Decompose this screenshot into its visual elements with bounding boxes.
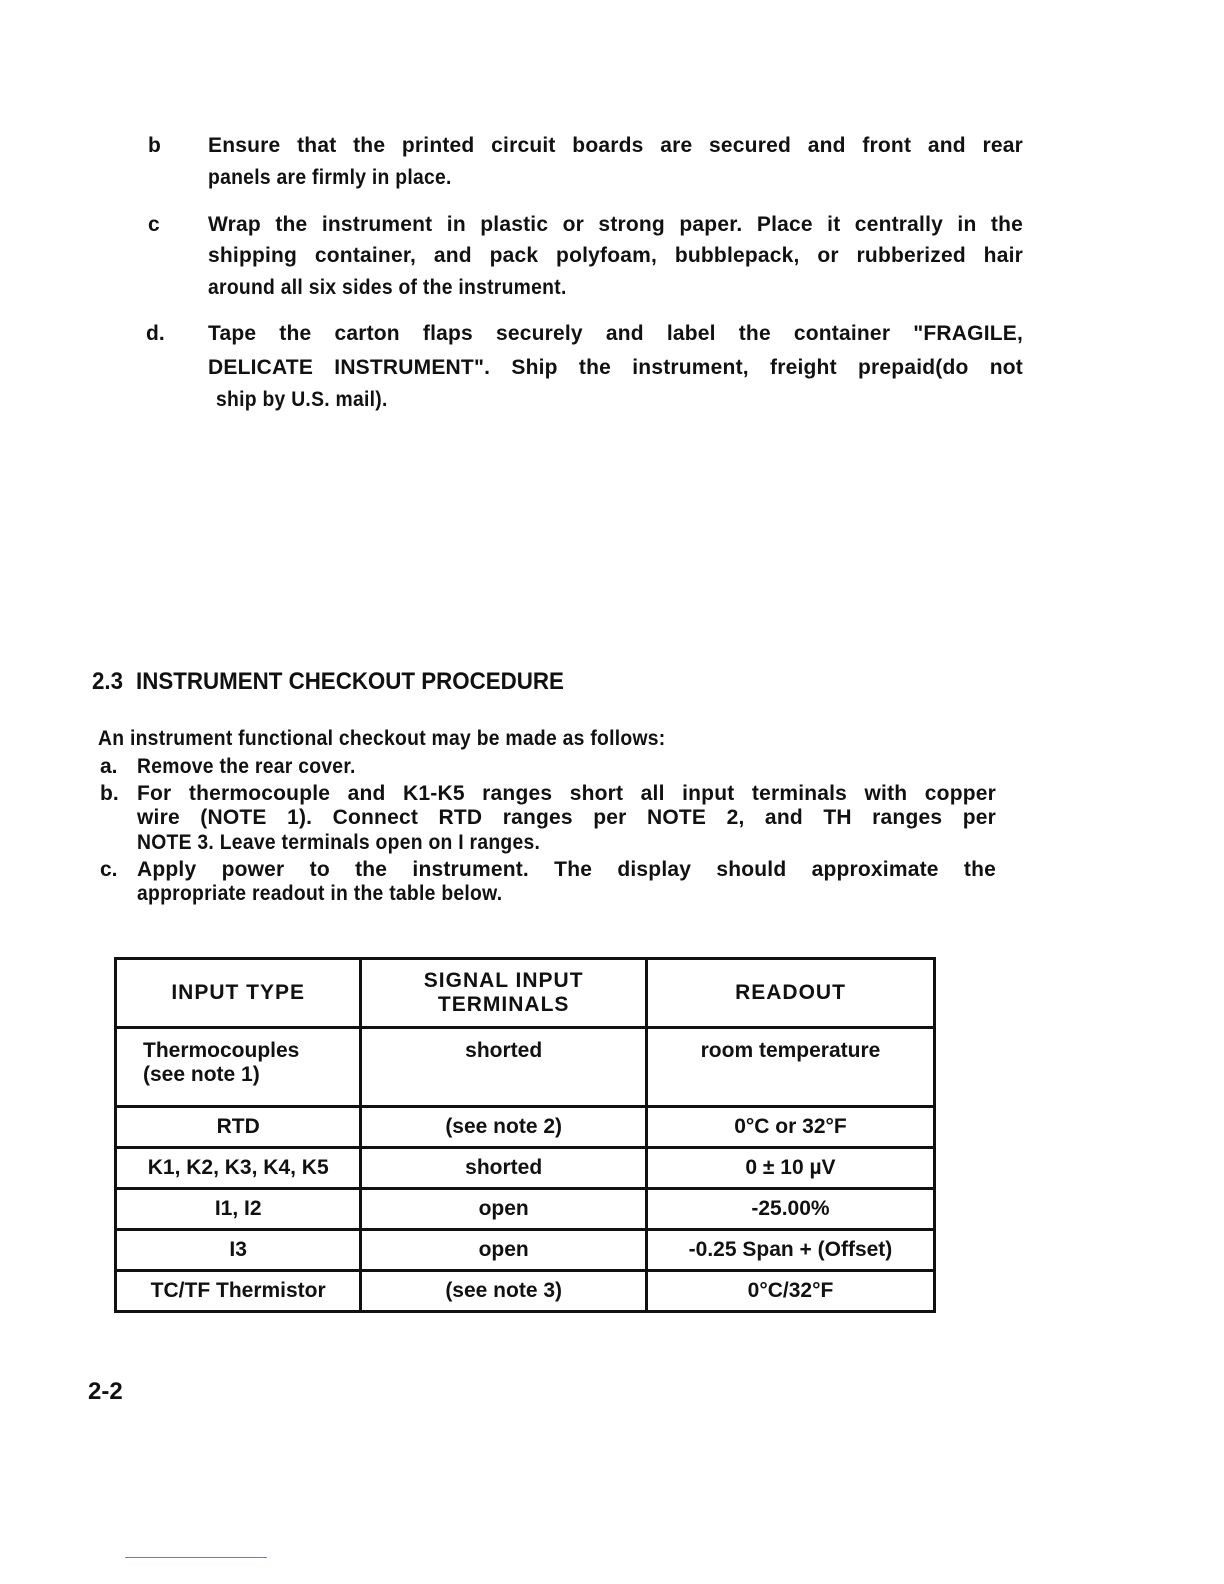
step-text-line: Wrap the instrument in plastic or strong paper. Place it centrally in the (208, 213, 1023, 236)
cell-input-type: TC/TF Thermistor (116, 1271, 361, 1312)
cell-terminals: (see note 2) (361, 1107, 647, 1148)
step-text-line: For thermocouple and K1-K5 ranges short all input terminals with copper (137, 782, 996, 805)
step-text-line: ship by U.S. mail). (216, 388, 388, 411)
cell-readout: -0.25 Span + (Offset) (646, 1230, 934, 1271)
cell-terminals: (see note 3) (361, 1271, 647, 1312)
step-text-line: panels are firmly in place. (208, 166, 452, 189)
step-letter: c (148, 213, 160, 236)
scan-edge-line (125, 1557, 267, 1558)
cell-terminals: shorted (361, 1148, 647, 1189)
step-text-line: wire (NOTE 1). Connect RTD ranges per NOTE 2, and TH ranges per (137, 806, 996, 829)
cell-readout: -25.00% (646, 1189, 934, 1230)
step-text-line: NOTE 3. Leave terminals open on I ranges. (137, 831, 541, 854)
step-text-line: Apply power to the instrument. The display should approximate the (137, 858, 996, 881)
cell-readout: 0 ± 10 µV (646, 1148, 934, 1189)
intro-text: An instrument functional checkout may be made as follows: (98, 727, 666, 750)
section-heading (92, 668, 577, 696)
section-number: 2.3 (92, 668, 124, 695)
step-text-line: around all six sides of the instrument. (208, 276, 567, 299)
header-input-type: INPUT TYPE (116, 959, 361, 1028)
cell-readout: 0°C/32°F (646, 1271, 934, 1312)
table-row (116, 1189, 935, 1230)
table-row (116, 1230, 935, 1271)
table-row (116, 1271, 935, 1312)
checkout-readout-table (114, 957, 936, 1313)
step-letter: b. (100, 782, 119, 805)
cell-input-type: Thermocouples (see note 1) (116, 1028, 361, 1107)
step-text-line: appropriate readout in the table below. (137, 882, 503, 905)
step-letter: a. (100, 755, 118, 778)
step-letter: c. (100, 858, 118, 881)
cell-terminals: open (361, 1189, 647, 1230)
cell-readout: room temperature (646, 1028, 934, 1107)
header-signal-input-terminals: SIGNAL INPUT TERMINALS (361, 959, 647, 1028)
table-header-row (116, 959, 935, 1028)
step-text-line: Ensure that the printed circuit boards are secured and front and rear (208, 134, 1023, 157)
step-letter: d. (146, 322, 165, 345)
page-number: 2-2 (88, 1378, 123, 1405)
step-text-line: DELICATE INSTRUMENT". Ship the instrument, freight prepaid(do not (208, 356, 1023, 379)
header-readout: READOUT (646, 959, 934, 1028)
cell-readout: 0°C or 32°F (646, 1107, 934, 1148)
step-text-line: Remove the rear cover. (137, 755, 356, 778)
step-text-line: Tape the carton flaps securely and label the container "FRAGILE, (208, 322, 1023, 345)
section-title: INSTRUMENT CHECKOUT PROCEDURE (136, 668, 564, 695)
cell-input-type: I3 (116, 1230, 361, 1271)
cell-input-type: K1, K2, K3, K4, K5 (116, 1148, 361, 1189)
table-row (116, 1148, 935, 1189)
cell-input-type: RTD (116, 1107, 361, 1148)
cell-terminals: open (361, 1230, 647, 1271)
step-letter: b (148, 134, 161, 157)
step-text-line: shipping container, and pack polyfoam, bubblepack, or rubberized hair (208, 244, 1023, 267)
cell-input-type: I1, I2 (116, 1189, 361, 1230)
cell-terminals: shorted (361, 1028, 647, 1107)
table-row (116, 1028, 935, 1107)
table-row (116, 1107, 935, 1148)
